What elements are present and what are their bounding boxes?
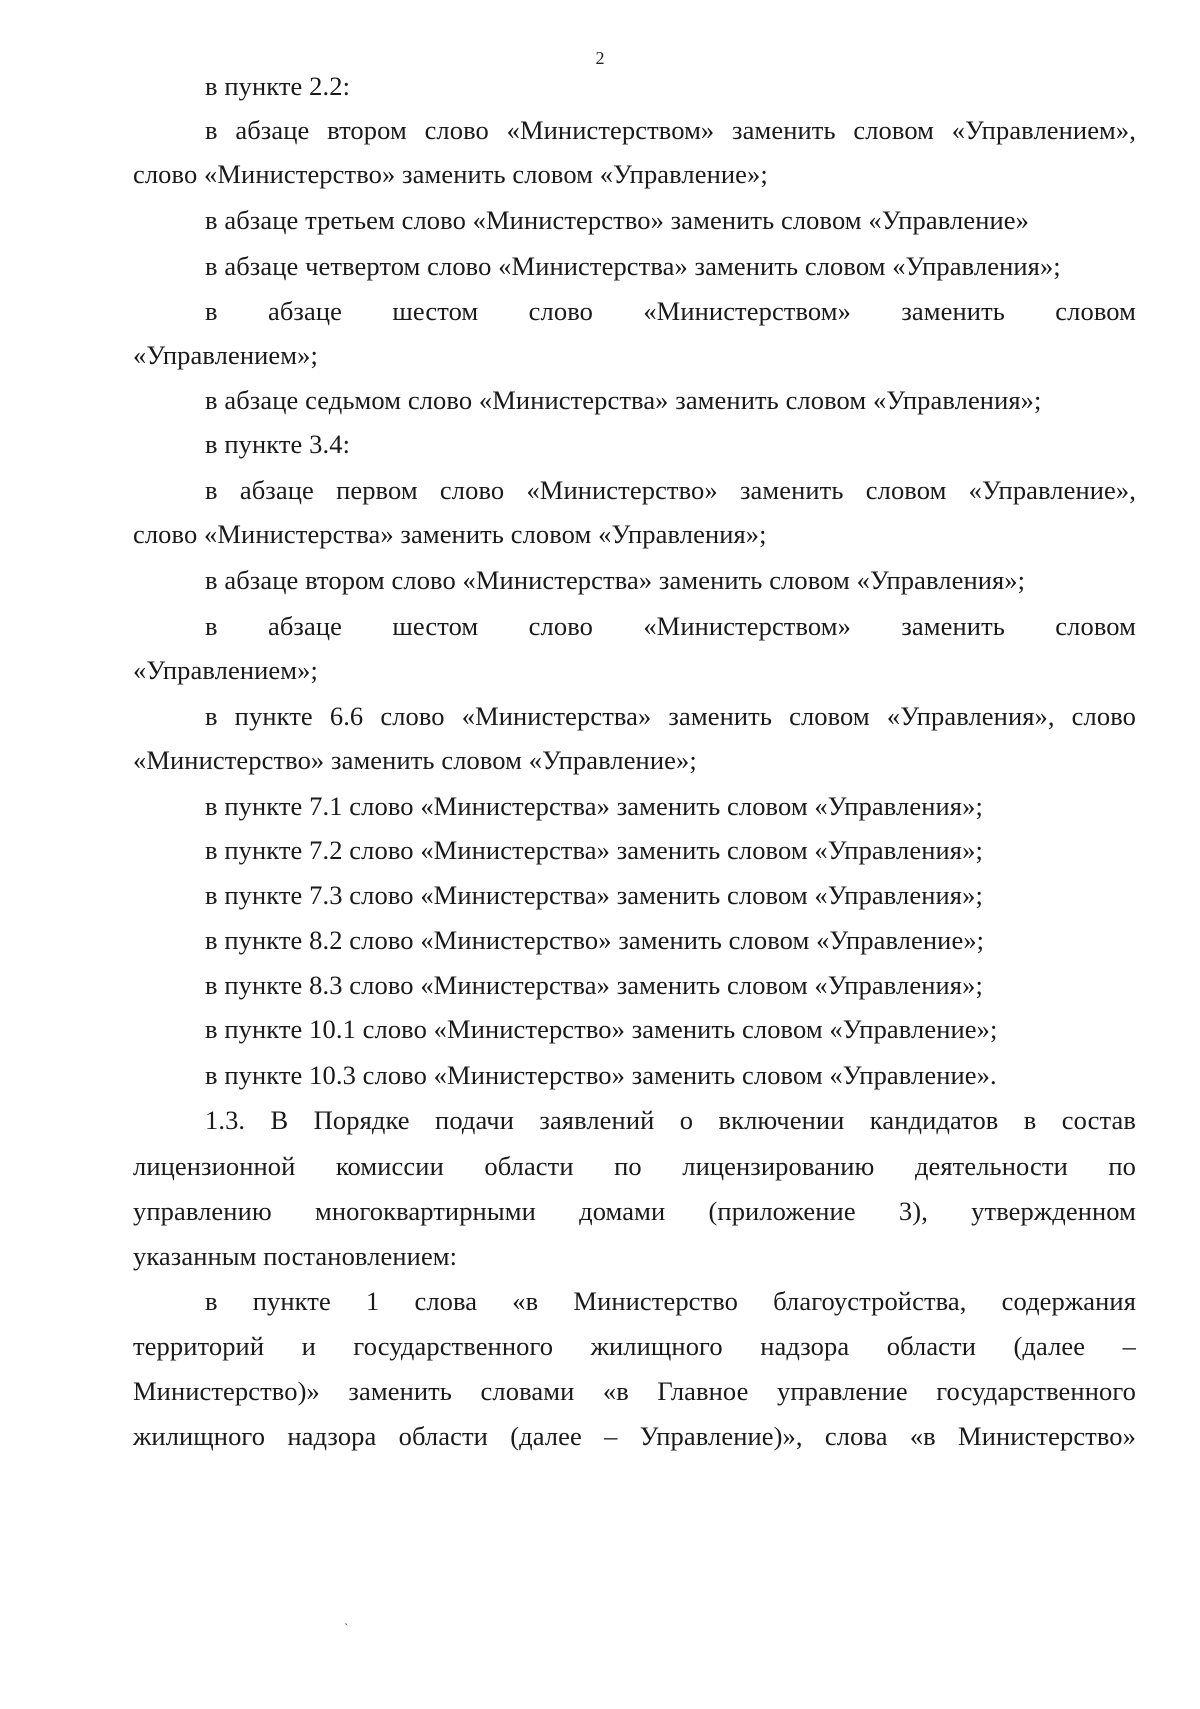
text-line: в пункте 7.1 слово «Министерства» заменить словом «Управления»; xyxy=(205,791,983,821)
text-line: жилищного надзора области (далее – Управление)», слова «в Министерство» xyxy=(133,1421,1136,1451)
text-line: в абзаце седьмом слово «Министерства» заменить словом «Управления»; xyxy=(205,385,1042,415)
text-line: указанным постановлением: xyxy=(133,1241,458,1271)
text-line: в пункте 8.2 слово «Министерство» заменить словом «Управление»; xyxy=(205,925,985,955)
text-line: лицензионной комиссии области по лицензированию деятельности по xyxy=(133,1151,1136,1181)
text-line: в абзаце четвертом слово «Министерства» заменить словом «Управления»; xyxy=(205,251,1061,281)
text-line: в абзаце первом слово «Министерство» заменить словом «Управление», xyxy=(205,475,1136,505)
text-line: в пункте 7.2 слово «Министерства» заменить словом «Управления»; xyxy=(205,835,983,865)
text-line: в абзаце третьем слово «Министерство» заменить словом «Управление» xyxy=(205,205,1029,235)
text-line: в абзаце втором слово «Министерством» заменить словом «Управлением», xyxy=(205,115,1136,145)
text-line: слово «Министерство» заменить словом «Управление»; xyxy=(133,159,768,189)
text-line: территорий и государственного жилищного надзора области (далее – xyxy=(133,1331,1136,1361)
text-line: в пункте 3.4: xyxy=(205,429,351,459)
page-number: 2 xyxy=(595,48,605,68)
text-line: в пункте 7.3 слово «Министерства» заменить словом «Управления»; xyxy=(205,880,983,910)
text-line: 1.3. В Порядке подачи заявлений о включении кандидатов в состав xyxy=(205,1105,1136,1135)
text-line: в абзаце шестом слово «Министерством» заменить словом xyxy=(205,611,1136,641)
text-line: «Управлением»; xyxy=(133,655,318,685)
text-line: в пункте 10.3 слово «Министерство» заменить словом «Управление». xyxy=(205,1060,997,1090)
text-line: Министерство)» заменить словами «в Главное управление государственного xyxy=(133,1376,1136,1406)
text-line: в пункте 10.1 слово «Министерство» заменить словом «Управление»; xyxy=(205,1014,998,1044)
text-line: управлению многоквартирными домами (приложение 3), утвержденном xyxy=(133,1196,1136,1226)
text-line: «Министерство» заменить словом «Управление»; xyxy=(133,745,697,775)
text-line: в пункте 8.3 слово «Министерства» заменить словом «Управления»; xyxy=(205,970,983,1000)
text-line: в пункте 2.2: xyxy=(205,71,351,101)
text-line: в пункте 1 слова «в Министерство благоустройства, содержания xyxy=(205,1286,1136,1316)
scan-artifact-mark: ` xyxy=(344,1622,349,1637)
text-line: в абзаце втором слово «Министерства» заменить словом «Управления»; xyxy=(205,565,1026,595)
text-line: в пункте 6.6 слово «Министерства» заменить словом «Управления», слово xyxy=(205,701,1136,731)
text-line: «Управлением»; xyxy=(133,340,318,370)
text-line: слово «Министерства» заменить словом «Управления»; xyxy=(133,519,767,549)
text-line: в абзаце шестом слово «Министерством» заменить словом xyxy=(205,296,1136,326)
